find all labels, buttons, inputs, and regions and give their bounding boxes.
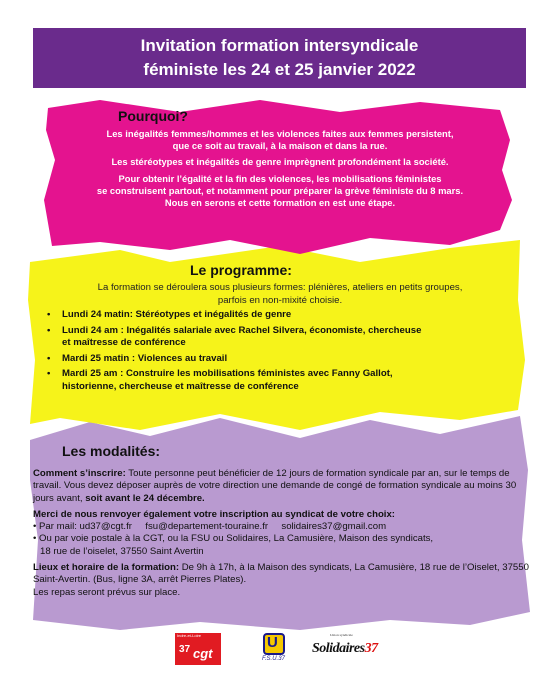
cgt-logo-number: 37 — [179, 644, 191, 655]
postal-line — [33, 533, 533, 558]
pourquoi-paragraph-2 — [60, 156, 500, 168]
pourquoi-paragraph-3 — [60, 173, 500, 210]
mail-link-solidaires[interactable]: solidaires37@gmail.com — [281, 521, 387, 533]
pourquoi-line: que ce soit au travail, à la maison et dans la rue. — [172, 140, 388, 152]
modalites-heading: Les modalités: — [62, 443, 161, 459]
programme-item-text: Lundi 24 am : Inégalités salariale avec Rachel Silvera, économiste, chercheuse — [62, 324, 422, 336]
programme-item-text: Mardi 25 am : Construire les mobilisations féministes avec Fanny Gallot, — [62, 368, 393, 379]
pourquoi-line: se construisent partout, et notamment pour préparer la grève féministe du 8 mars. — [96, 184, 464, 196]
programme-item-text: et maîtresse de conférence — [62, 337, 186, 348]
renvoyer-line: Merci de nous renvoyer également votre inscription au syndicat de votre choix: — [33, 508, 396, 520]
lieux-label: Lieux et horaire de la formation: — [33, 562, 180, 574]
bullet-icon: • — [47, 324, 51, 336]
repas-line: Les repas seront prévus sur place. — [33, 586, 181, 598]
title-line-1: Invitation formation intersyndicale — [140, 36, 419, 55]
mail-prefix: • Par mail: — [33, 521, 80, 533]
title-line-2: féministe les 24 et 25 janvier 2022 — [143, 60, 416, 79]
bullet-icon: • — [47, 309, 51, 320]
mail-link-cgt[interactable]: ud37@cgt.fr — [79, 521, 132, 533]
solidaires-word: Solidaires — [312, 641, 365, 656]
pourquoi-line: Les stéréotypes et inégalités de genre imprègnent profondément la société. — [111, 156, 449, 168]
programme-item — [28, 309, 498, 322]
programme-intro-line: parfois en non-mixité choisie. — [217, 294, 343, 306]
pourquoi-line: Pour obtenir l’égalité et la fin des violences, les mobilisations féministes — [118, 172, 442, 184]
lieux-text: De 9h à 17h, à la Maison des syndicats, La Camusière, 18 rue de l’Oiselet, 37550 Saint-Avertin. (Bus, ligne 3A, arrêt Pierres Plates). — [33, 562, 529, 586]
pourquoi-paragraph-1 — [60, 128, 500, 152]
programme-item — [28, 368, 498, 393]
programme-intro — [50, 282, 510, 307]
programme-item — [28, 325, 498, 350]
programme-item-text: Mardi 25 matin : Violences au travail — [62, 352, 228, 364]
programme-item-text: Lundi 24 matin: Stéréotypes et inégalités de genre — [62, 309, 292, 320]
solidaires-logo — [312, 633, 378, 657]
programme-list — [28, 309, 498, 396]
solidaires-number: 37 — [364, 641, 378, 656]
pourquoi-line: Nous en serons et cette formation en est une étape. — [164, 197, 396, 209]
fsu-logo — [260, 633, 290, 667]
lieux-paragraph — [33, 562, 533, 587]
inscription-text: Toute personne peut bénéficier de 12 jours de formation syndicale par an, sur le temps de travail. Vous devez déposer auprès de votre direction une demande de congé de formation syndicale au moins 30 jours avant, — [33, 468, 517, 504]
inscription-paragraph — [33, 468, 533, 505]
fsu-logo-letter: U — [267, 634, 278, 651]
mail-link-fsu[interactable]: fsu@departement-touraine.fr — [145, 521, 269, 533]
pourquoi-heading: Pourquoi? — [118, 108, 188, 124]
modalites-text — [33, 468, 533, 603]
cgt-logo-word: cgt — [193, 646, 213, 661]
inscription-label: Comment s’inscrire: — [33, 468, 126, 479]
union-logos — [160, 633, 460, 669]
mail-line — [33, 521, 533, 533]
postal-text: 18 rue de l’oiselet, 37550 Saint Avertin — [40, 545, 204, 557]
pourquoi-text — [60, 128, 500, 213]
programme-item — [28, 353, 498, 366]
cgt-logo — [175, 633, 221, 665]
solidaires-logo-word — [312, 641, 378, 656]
solidaires-logo-small: Union syndicale — [330, 633, 353, 637]
cgt-logo-region: Indre-et-Loire — [177, 633, 202, 638]
programme-item-text: historienne, chercheuse et maîtresse de conférence — [62, 380, 299, 392]
programme-heading: Le programme: — [190, 262, 292, 278]
inscription-deadline: soit avant le 24 décembre. — [85, 492, 205, 504]
page-title — [33, 28, 526, 88]
pourquoi-line: Les inégalités femmes/hommes et les violences faites aux femmes persistent, — [106, 128, 454, 139]
fsu-logo-label: F.S.U.37 — [262, 656, 285, 662]
postal-text: • Ou par voie postale à la CGT, ou la FSU ou Solidaires, La Camusière, Maison des syndicats, — [33, 533, 434, 545]
programme-intro-line: La formation se déroulera sous plusieurs formes: plénières, ateliers en petits groupes, — [97, 282, 463, 293]
bullet-icon: • — [47, 368, 51, 379]
bullet-icon: • — [47, 352, 51, 364]
